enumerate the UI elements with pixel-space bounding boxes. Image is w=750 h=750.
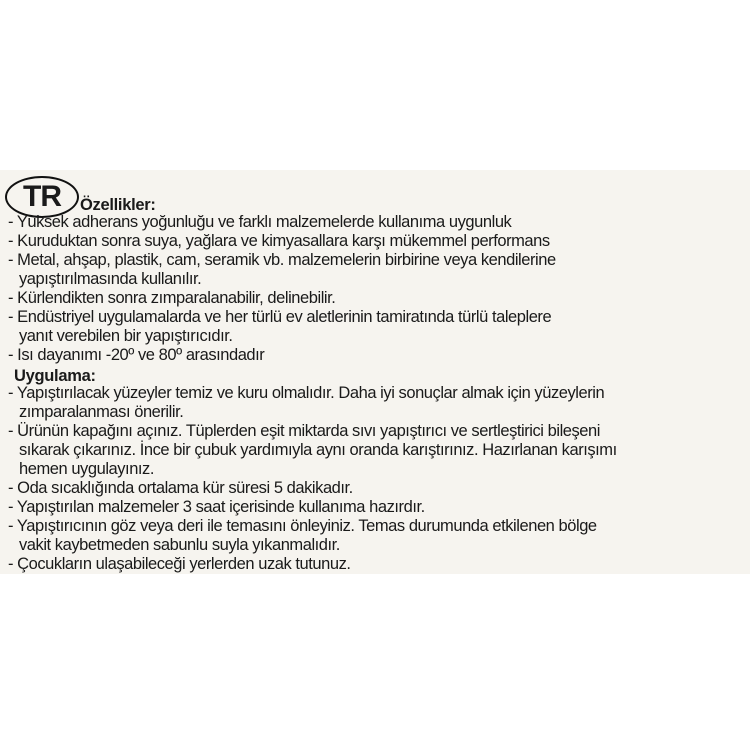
list-item-line: - Endüstriyel uygulamalarda ve her türlü ev aletlerinin tamiratında türlü taleplere [8, 308, 552, 326]
list-item-line: yanıt verebilen bir yapıştırıcıdır. [19, 327, 233, 345]
list-item-line: - Yapıştırıcının göz veya deri ile temasını önleyiniz. Temas durumunda etkilenen bölge [8, 517, 597, 535]
language-badge: TR [5, 176, 79, 218]
list-item-line: - Kuruduktan sonra suya, yağlara ve kimyasallara karşı mükemmel performans [8, 232, 550, 250]
list-item-line: vakit kaybetmeden sabunlu suyla yıkanmalıdır. [19, 536, 340, 554]
section-heading: Uygulama: [14, 367, 96, 385]
list-item-line: - Oda sıcaklığında ortalama kür süresi 5 dakikadır. [8, 479, 353, 497]
list-item-line: - Kürlendikten sonra zımparalanabilir, delinebilir. [8, 289, 336, 307]
list-item-line: - Yüksek adherans yoğunluğu ve farklı malzemelerde kullanıma uygunluk [8, 213, 512, 231]
list-item-line: - Yapıştırılacak yüzeyler temiz ve kuru olmalıdır. Daha iyi sonuçlar almak için yüzeylerin [8, 384, 605, 402]
list-item-line: hemen uygulayınız. [19, 460, 154, 478]
list-item-line: zımparalanması önerilir. [19, 403, 184, 421]
list-item-line: - Isı dayanımı -20º ve 80º arasındadır [8, 346, 265, 364]
list-item-line: yapıştırılmasında kullanılır. [19, 270, 202, 288]
list-item-line: - Metal, ahşap, plastik, cam, seramik vb. malzemelerin birbirine veya kendilerine [8, 251, 556, 269]
list-item-line: - Çocukların ulaşabileceği yerlerden uzak tutunuz. [8, 555, 351, 573]
list-item-line: - Yapıştırılan malzemeler 3 saat içerisinde kullanıma hazırdır. [8, 498, 425, 516]
section-heading: Özellikler: [80, 196, 156, 214]
list-item-line: - Ürünün kapağını açınız. Tüplerden eşit miktarda sıvı yapıştırıcı ve sertleştirici bileşeni [8, 422, 600, 440]
list-item-line: sıkarak çıkarınız. İnce bir çubuk yardımıyla aynı oranda karıştırınız. Hazırlanan karışımı [19, 441, 617, 459]
